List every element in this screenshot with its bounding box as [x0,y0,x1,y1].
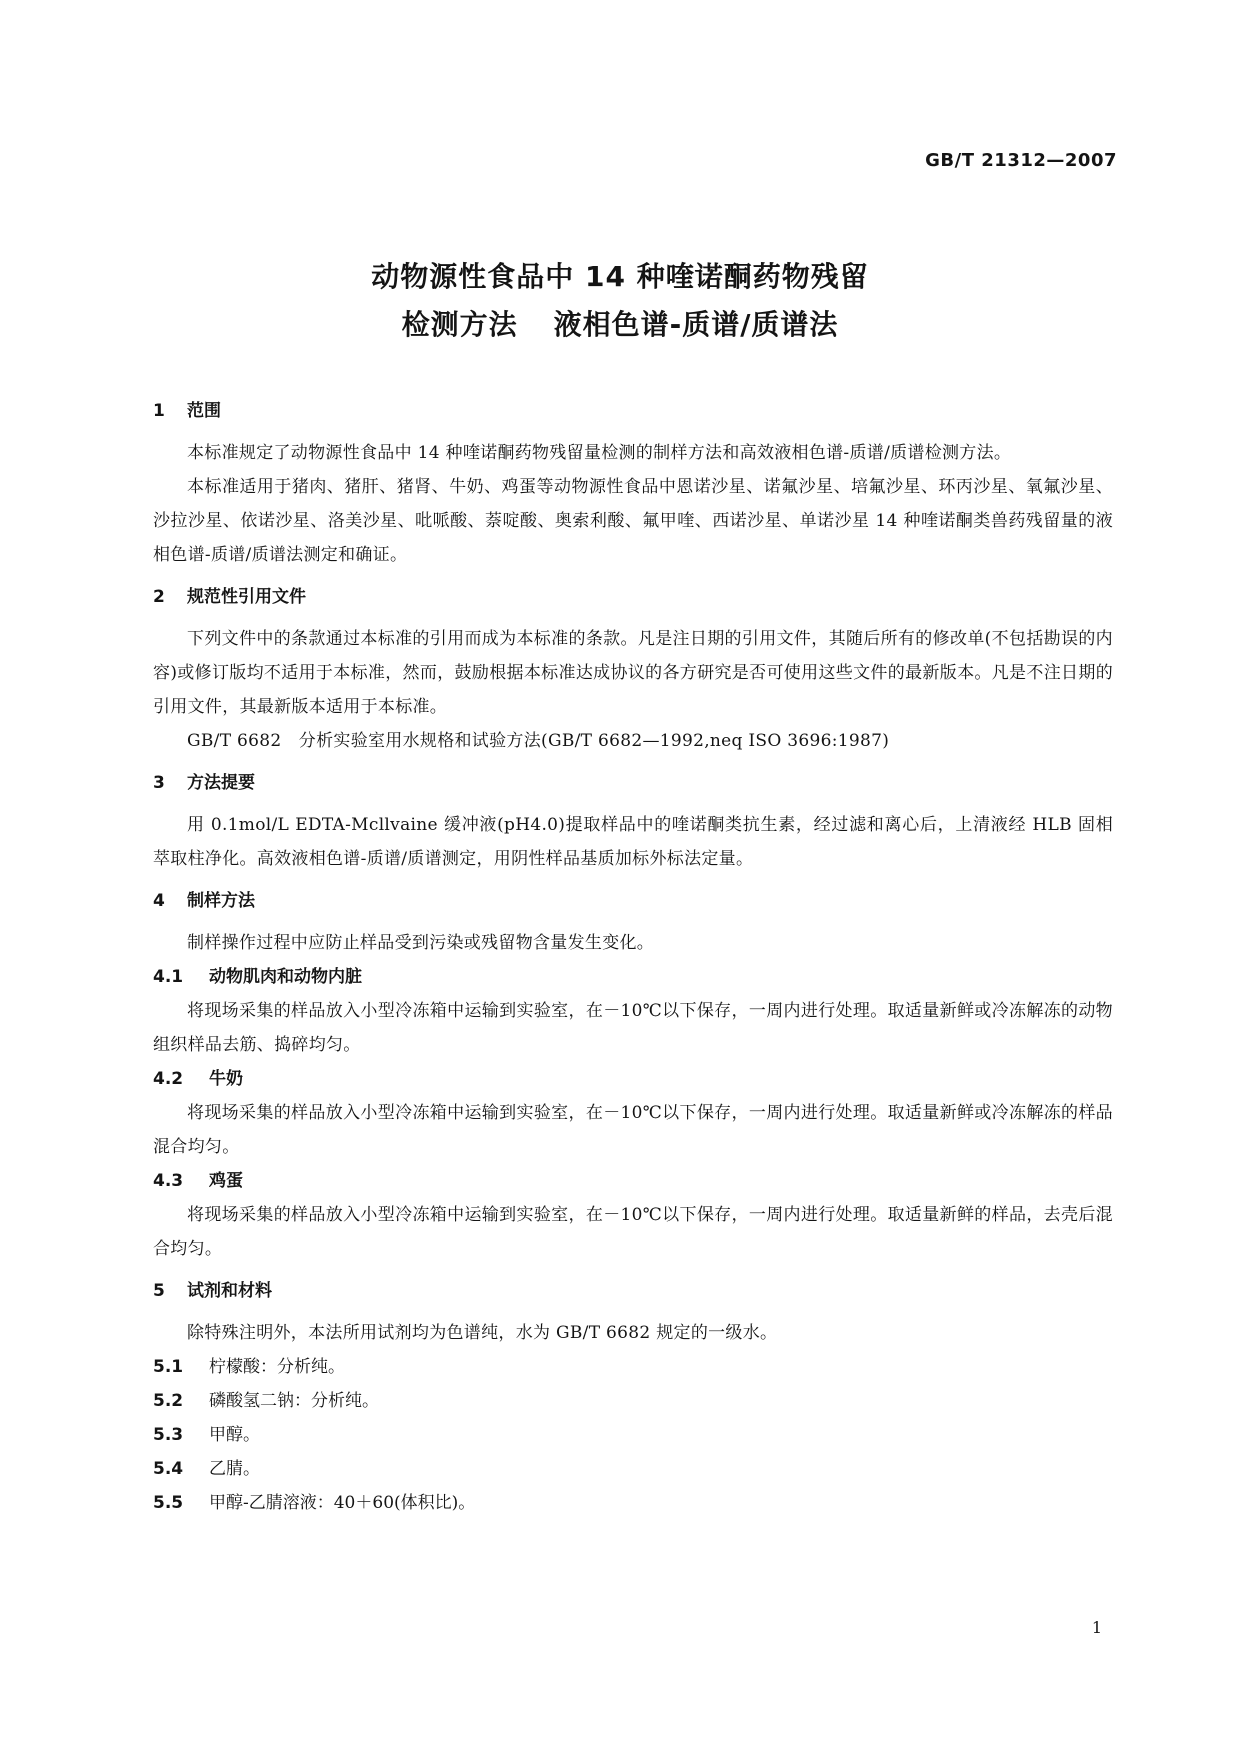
section-1-heading [153,398,1113,424]
item-number: 5.5 [153,1493,184,1513]
section-number: 2 [153,587,165,607]
item-text: 柠檬酸：分析纯。 [209,1357,345,1377]
subsection-4-1-heading [153,960,1113,994]
document-body [153,398,1113,1520]
subsection-4-3-text: 将现场采集的样品放入小型冷冻箱中运输到实验室，在－10℃以下保存，一周内进行处理。取适量新鲜的样品，去壳后混合均匀。 [153,1205,1113,1259]
item-text: 磷酸氢二钠：分析纯。 [209,1391,379,1411]
section-2-paragraph-1: 下列文件中的条款通过本标准的引用而成为本标准的条款。凡是注日期的引用文件，其随后所有的修改单(不包括勘误的内容)或修订版均不适用于本标准，然而，鼓励根据本标准达成协议的各方研究是否可使用这些文件的最新版本。凡是不注日期的引用文件，其最新版本适用于本标准。 [153,629,1113,717]
section-title: 范围 [187,401,221,421]
section-1-paragraph-1: 本标准规定了动物源性食品中 14 种喹诺酮药物残留量检测的制样方法和高效液相色谱-质谱/质谱检测方法。 [187,443,1012,463]
subsection-4-1-text: 将现场采集的样品放入小型冷冻箱中运输到实验室，在－10℃以下保存，一周内进行处理。取适量新鲜或冷冻解冻的动物组织样品去筋、捣碎均匀。 [153,1001,1113,1055]
title-part-method: 检测方法 [401,308,518,341]
subsection-number: 4.3 [153,1171,184,1191]
item-number: 5.1 [153,1357,184,1377]
subsection-4-2-heading [153,1062,1113,1096]
section-title: 规范性引用文件 [187,587,306,607]
section-title: 制样方法 [187,891,255,911]
section-number: 3 [153,773,165,793]
section-4-heading [153,888,1113,914]
subsection-4-2-text: 将现场采集的样品放入小型冷冻箱中运输到实验室，在－10℃以下保存，一周内进行处理。取适量新鲜或冷冻解冻的样品混合均匀。 [153,1103,1113,1157]
standard-code: GB/T 21312—2007 [925,150,1117,171]
list-item [153,1452,1113,1486]
document-title-line-2 [0,303,1240,343]
section-2-reference: GB/T 6682 分析实验室用水规格和试验方法(GB/T 6682—1992,neq ISO 3696:1987) [187,731,890,751]
subsection-number: 4.2 [153,1069,184,1089]
item-text: 乙腈。 [209,1459,260,1479]
item-text: 甲醇-乙腈溶液：40＋60(体积比)。 [209,1493,476,1513]
section-number: 4 [153,891,165,911]
subsection-title: 鸡蛋 [209,1171,243,1191]
section-3-paragraph-1: 用 0.1mol/L EDTA-Mcllvaine 缓冲液(pH4.0)提取样品中的喹诺酮类抗生素，经过滤和离心后，上清液经 HLB 固相萃取柱净化。高效液相色谱-质谱/质谱测定，用阴性样品基质加标外标法定量。 [153,815,1113,869]
item-number: 5.3 [153,1425,184,1445]
section-5-paragraph-1: 除特殊注明外，本法所用试剂均为色谱纯，水为 GB/T 6682 规定的一级水。 [187,1323,778,1343]
subsection-number: 4.1 [153,967,184,987]
item-number: 5.2 [153,1391,184,1411]
section-4-paragraph-1: 制样操作过程中应防止样品受到污染或残留物含量发生变化。 [187,933,655,953]
list-item [153,1486,1113,1520]
section-5-heading [153,1278,1113,1304]
page-number: 1 [1091,1618,1102,1637]
list-item [153,1350,1113,1384]
title-part-technique: 液相色谱-质谱/质谱法 [553,308,839,341]
subsection-title: 动物肌肉和动物内脏 [209,967,362,987]
document-title-line-1: 动物源性食品中 14 种喹诺酮药物残留 [371,260,869,293]
list-item [153,1418,1113,1452]
item-text: 甲醇。 [209,1425,260,1445]
section-3-heading [153,770,1113,796]
subsection-4-3-heading [153,1164,1113,1198]
section-number: 1 [153,401,165,421]
section-title: 试剂和材料 [187,1281,272,1301]
section-title: 方法提要 [187,773,255,793]
subsection-title: 牛奶 [209,1069,243,1089]
item-number: 5.4 [153,1459,184,1479]
list-item [153,1384,1113,1418]
section-1-paragraph-2: 本标准适用于猪肉、猪肝、猪肾、牛奶、鸡蛋等动物源性食品中恩诺沙星、诺氟沙星、培氟沙星、环丙沙星、氧氟沙星、沙拉沙星、依诺沙星、洛美沙星、吡哌酸、萘啶酸、奥索利酸、氟甲喹、西诺沙星、单诺沙星 14 种喹诺酮类兽药残留量的液相色谱-质谱/质谱法测定和确证。 [153,477,1113,565]
section-2-heading [153,584,1113,610]
section-number: 5 [153,1281,165,1301]
